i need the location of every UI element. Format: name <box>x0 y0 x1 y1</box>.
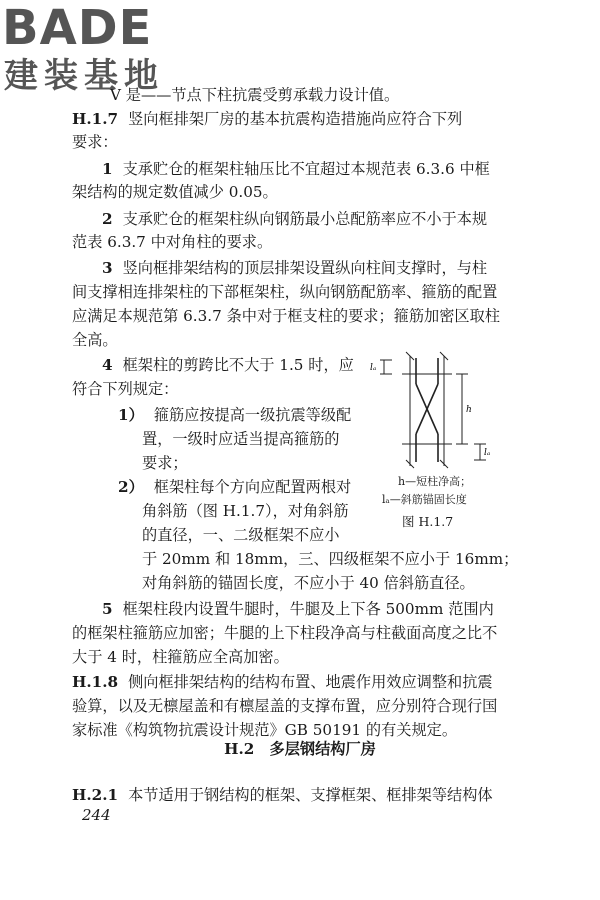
text-line <box>142 500 349 522</box>
clause-text: 支承贮仓的框架柱纵向钢筋最小总配筋率应不小于本规 <box>122 210 488 228</box>
text-line <box>72 695 497 717</box>
figure-h-1-7 <box>362 348 502 528</box>
text-line <box>118 404 351 426</box>
clause-text: 箍筋应按提高一级抗震等级配 <box>153 406 352 424</box>
clause-text: 间支撑相连排架柱的下部框架柱，纵向钢筋配筋率、箍筋的配置 <box>72 283 498 301</box>
text-line <box>118 476 351 498</box>
page-number: 244 <box>82 806 111 824</box>
clause-text: 要求； <box>142 454 188 472</box>
figure-caption-2: lₐ—斜筋锚固长度 <box>382 493 467 506</box>
clause-text: 对角斜筋的锚固长度，不应小于 40 倍斜筋直径。 <box>142 574 475 592</box>
clause-text: 竖向框排架结构的顶层排架设置纵向柱间支撑时，与柱 <box>122 259 488 277</box>
logo-text-en: BADE <box>2 0 153 56</box>
clause-text: 竖向框排架厂房的基本抗震构造措施尚应符合下列 <box>128 110 463 128</box>
clause-text: 框架柱段内设置牛腿时，牛腿及上下各 500mm 范围内 <box>122 600 494 618</box>
clause-text: 大于 4 时，柱箍筋应全高加密。 <box>72 648 289 666</box>
text-line <box>72 784 493 806</box>
clause-text: 的直径，一、二级框架不应小 <box>142 526 340 544</box>
clause-text: 要求： <box>72 133 118 151</box>
text-line <box>72 108 462 130</box>
clause-text: V 是——节点下柱抗震受剪承载力设计值。 <box>110 86 400 104</box>
text-line <box>72 622 497 644</box>
clause-text: 应满足本规范第 6.3.7 条中对于框支柱的要求；箍筋加密区取柱 <box>72 307 500 325</box>
text-line <box>72 329 118 351</box>
section-title: H.2 多层钢结构厂房 <box>224 740 376 758</box>
text-line <box>72 378 178 400</box>
clause-number: 4 <box>102 356 113 374</box>
clause-text: 本节适用于钢结构的框架、支撑框架、框排架等结构体 <box>128 786 493 804</box>
dim-label-la-bottom: lₐ <box>484 448 491 458</box>
text-line <box>72 646 289 668</box>
logo-text-cn: 建装基地 <box>4 56 164 96</box>
clause-text: 架结构的规定数值减少 0.05。 <box>72 183 278 201</box>
clause-number: 1 <box>102 160 113 178</box>
text-line <box>72 305 500 327</box>
dim-label-la-top: lₐ <box>370 363 377 373</box>
text-line <box>72 671 493 693</box>
clause-number: 2） <box>118 478 144 496</box>
clause-number: H.1.7 <box>72 110 119 128</box>
text-line <box>102 598 494 620</box>
clause-text: 框架柱每个方向应配置两根对 <box>153 478 352 496</box>
clause-text: 框架柱的剪跨比不大于 1.5 时，应 <box>122 356 354 374</box>
clause-number: 5 <box>102 600 113 618</box>
clause-text: 角斜筋（图 H.1.7），对角斜筋 <box>142 502 349 520</box>
clause-text: 支承贮仓的框架柱轴压比不宜超过本规范表 6.3.6 中框 <box>122 160 490 178</box>
text-line <box>72 131 118 153</box>
figure-caption-1: h—短柱净高； <box>398 475 472 488</box>
dim-label-h: h <box>466 405 472 415</box>
text-line <box>72 181 278 203</box>
clause-number: 1） <box>118 406 144 424</box>
clause-number: H.2.1 <box>72 786 119 804</box>
clause-text: 验算，以及无檩屋盖和有檩屋盖的支撑布置，应分别符合现行国 <box>72 697 498 715</box>
text-line <box>102 208 487 230</box>
text-line <box>102 354 354 376</box>
text-line <box>110 84 399 106</box>
clause-text: 置，一级时应适当提高箍筋的 <box>142 430 340 448</box>
text-line <box>142 452 188 474</box>
clause-text: 侧向框排架结构的结构布置、地震作用效应调整和抗震 <box>128 673 493 691</box>
column-diagonal-bar-diagram <box>362 348 502 478</box>
text-line <box>142 524 339 546</box>
figure-title: 图 H.1.7 <box>402 514 454 529</box>
text-line <box>142 548 518 570</box>
clause-text: 的框架柱箍筋应加密；牛腿的上下柱段净高与柱截面高度之比不 <box>72 624 498 642</box>
clause-text: 于 20mm 和 18mm，三、四级框架不应小于 16mm； <box>142 550 519 568</box>
clause-number: H.1.8 <box>72 673 119 691</box>
clause-text: 范表 6.3.7 中对角柱的要求。 <box>72 233 273 251</box>
text-line <box>142 428 339 450</box>
text-line <box>72 231 272 253</box>
clause-text: 全高。 <box>72 331 118 349</box>
clause-number: 3 <box>102 259 113 277</box>
text-line <box>72 281 497 303</box>
clause-text: 家标准《构筑物抗震设计规范》GB 50191 的有关规定。 <box>72 721 458 739</box>
text-line <box>102 257 487 279</box>
clause-text: 符合下列规定： <box>72 380 179 398</box>
text-line <box>142 572 475 594</box>
logo <box>2 2 182 97</box>
text-line <box>102 158 490 180</box>
clause-number: 2 <box>102 210 113 228</box>
